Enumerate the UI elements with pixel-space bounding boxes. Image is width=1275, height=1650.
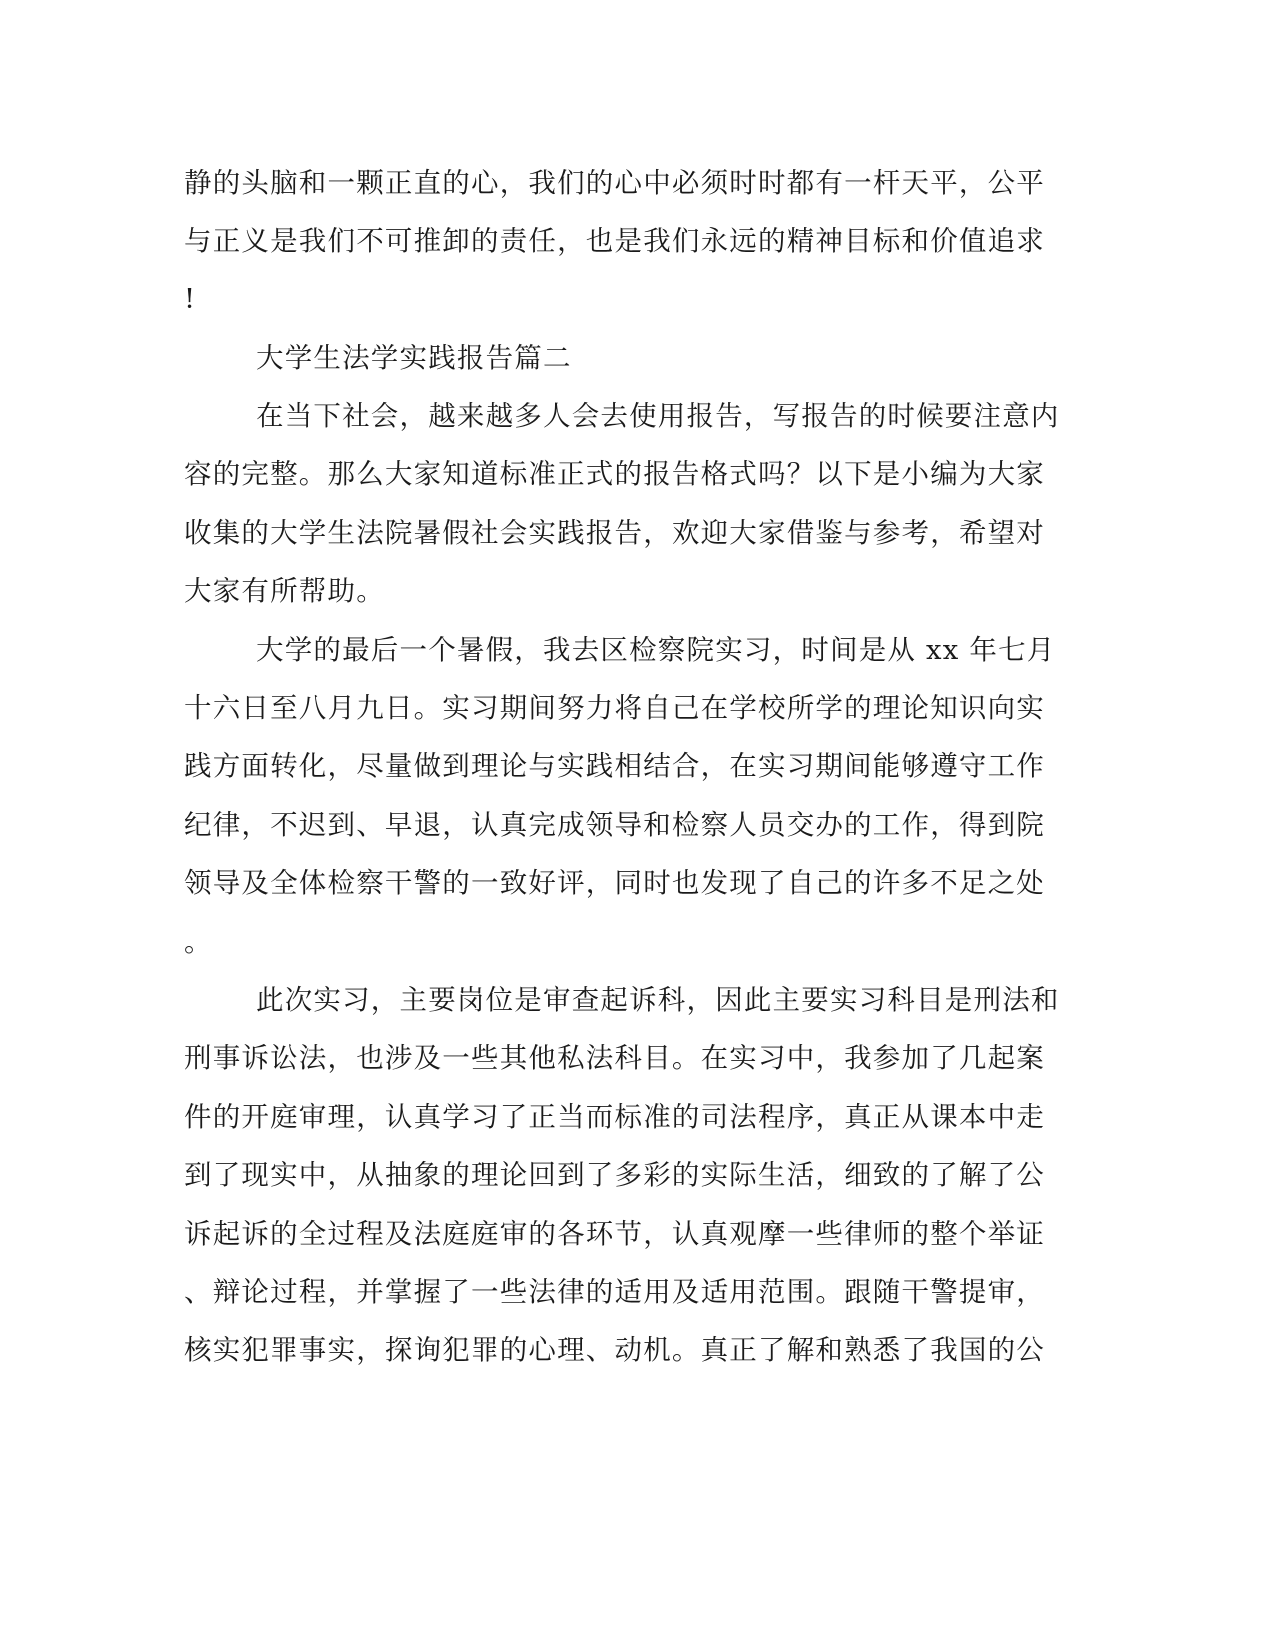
text-line: 在当下社会，越来越多人会去使用报告，写报告的时候要注意内 (256, 400, 1060, 432)
text-line: 件的开庭审理，认真学习了正当而标准的司法程序，真正从课本中走 (184, 1101, 1045, 1133)
text-line: 大学的最后一个暑假，我去区检察院实习，时间是从 xx 年七月 (256, 634, 1056, 666)
section-heading: 大学生法学实践报告篇二 (256, 342, 572, 374)
text-line: 纪律，不迟到、早退，认真完成领导和检察人员交办的工作，得到院 (184, 809, 1045, 841)
text-line: 践方面转化，尽量做到理论与实践相结合，在实习期间能够遵守工作 (184, 750, 1045, 782)
text-line: 容的完整。那么大家知道标准正式的报告格式吗？以下是小编为大家 (184, 458, 1045, 490)
text-line: 领导及全体检察干警的一致好评，同时也发现了自己的许多不足之处 (184, 867, 1045, 899)
text-line: 此次实习，主要岗位是审查起诉科，因此主要实习科目是刑法和 (256, 984, 1060, 1016)
text-line: 大家有所帮助。 (184, 575, 385, 607)
text-line: 收集的大学生法院暑假社会实践报告，欢迎大家借鉴与参考，希望对 (184, 517, 1045, 549)
text-line: ! (184, 283, 197, 315)
text-line: 静的头脑和一颗正直的心，我们的心中必须时时都有一杆天平，公平 (184, 167, 1045, 199)
text-line: 十六日至八月九日。实习期间努力将自己在学校所学的理论知识向实 (184, 692, 1045, 724)
text-line: 、辩论过程，并掌握了一些法律的适用及适用范围。跟随干警提审， (184, 1276, 1045, 1308)
text-line: 到了现实中，从抽象的理论回到了多彩的实际生活，细致的了解了公 (184, 1159, 1045, 1191)
text-line: 与正义是我们不可推卸的责任，也是我们永远的精神目标和价值追求 (184, 225, 1045, 257)
text-line: 诉起诉的全过程及法庭庭审的各环节，认真观摩一些律师的整个举证 (184, 1218, 1045, 1250)
text-line: 核实犯罪事实，探询犯罪的心理、动机。真正了解和熟悉了我国的公 (184, 1334, 1045, 1366)
text-line: 。 (184, 926, 213, 958)
text-line: 刑事诉讼法，也涉及一些其他私法科目。在实习中，我参加了几起案 (184, 1042, 1045, 1074)
